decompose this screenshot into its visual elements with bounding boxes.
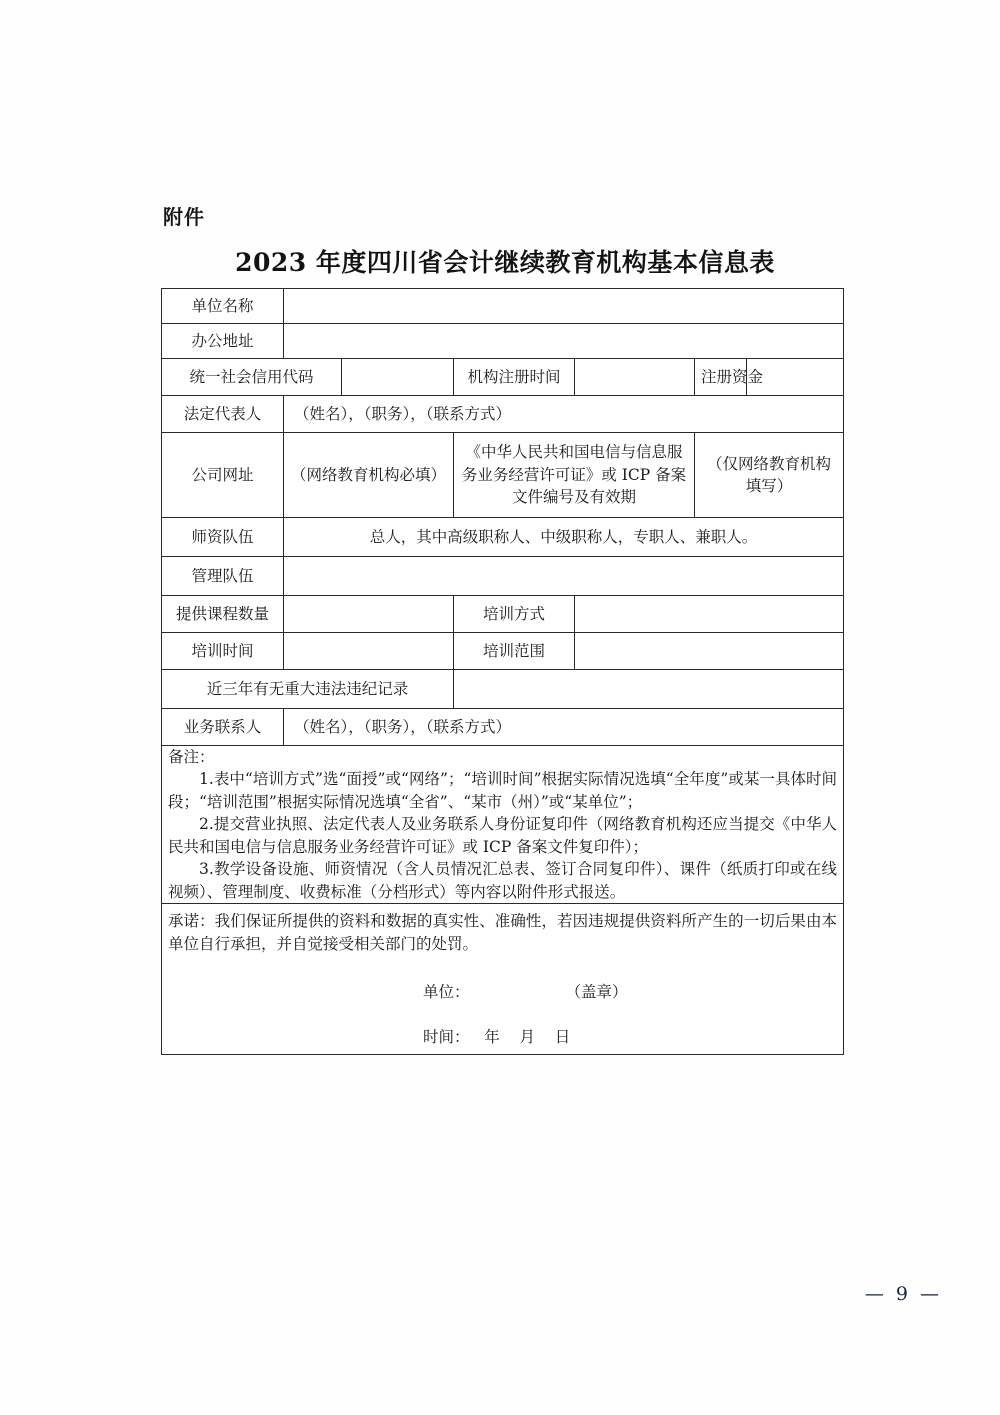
website-note[interactable]: （网络教育机构必填）	[284, 433, 454, 518]
violation-record-value[interactable]	[454, 670, 844, 709]
management-value[interactable]	[284, 557, 844, 596]
table-row	[162, 396, 844, 433]
course-count-value[interactable]	[284, 596, 454, 633]
training-time-label: 培训时间	[162, 633, 284, 670]
notes-heading: 备注：	[168, 748, 215, 766]
unit-name-value[interactable]	[284, 289, 844, 324]
table-row	[162, 289, 844, 324]
training-time-value[interactable]	[284, 633, 454, 670]
legal-rep-label: 法定代表人	[162, 396, 284, 433]
website-label: 公司网址	[162, 433, 284, 518]
register-time-label: 机构注册时间	[454, 359, 575, 396]
office-address-value[interactable]	[284, 324, 844, 359]
table-row	[162, 709, 844, 746]
unit-signature-label: 单位：	[423, 983, 470, 1002]
date-day-label[interactable]: 日	[554, 1027, 571, 1046]
seal-label: （盖章）	[565, 983, 628, 1002]
legal-rep-value[interactable]: （姓名），（职务），（联系方式）	[284, 396, 844, 433]
table-row	[162, 359, 844, 396]
office-address-label: 办公地址	[162, 324, 284, 359]
icp-license-label: 《中华人民共和国电信与信息服务业务经营许可证》或 ICP 备案文件编号及有效期	[454, 433, 695, 518]
notes-item-3: 3.教学设备设施、师资情况（含人员情况汇总表、签订合同复印件）、课件（纸质打印或在线视频）、管理制度、收费标准（分档形式）等内容以附件形式报送。	[168, 860, 838, 901]
pledge-text: 承诺：我们保证所提供的资料和数据的真实性、准确性，若因违规提供资料所产生的一切后果由本单位自行承担，并自觉接受相关部门的处罚。	[168, 912, 838, 953]
training-scope-label: 培训范围	[454, 633, 575, 670]
table-row	[162, 433, 844, 518]
notes-block	[162, 746, 844, 904]
table-row-notes	[162, 746, 844, 904]
training-mode-value[interactable]	[575, 596, 844, 633]
unit-name-label: 单位名称	[162, 289, 284, 324]
training-scope-value[interactable]	[575, 633, 844, 670]
credit-code-value[interactable]	[342, 359, 454, 396]
business-contact-label: 业务联系人	[162, 709, 284, 746]
icp-note[interactable]: （仅网络教育机构填写）	[695, 433, 844, 518]
notes-item-2: 2.提交营业执照、法定代表人及业务联系人身份证复印件（网络教育机构还应当提交《中华人民共和国电信与信息服务业务经营许可证》或 ICP 备案文件复印件）；	[168, 815, 838, 856]
table-row	[162, 324, 844, 359]
table-row	[162, 633, 844, 670]
faculty-value[interactable]: 总人，其中高级职称人、中级职称人，专职人、兼职人。	[284, 518, 844, 557]
page-number: — 9 —	[864, 1283, 942, 1305]
date-year-label[interactable]: 年	[484, 1027, 500, 1046]
date-label: 时间：	[423, 1027, 470, 1046]
training-mode-label: 培训方式	[454, 596, 575, 633]
page-title: 2023 年度四川省会计继续教育机构基本信息表	[235, 248, 775, 277]
register-time-value[interactable]	[575, 359, 695, 396]
pledge-block	[162, 904, 844, 1055]
table-row	[162, 670, 844, 709]
credit-code-label: 统一社会信用代码	[162, 359, 342, 396]
business-contact-value[interactable]: （姓名），（职务），（联系方式）	[284, 709, 844, 746]
table-row	[162, 518, 844, 557]
table-row-pledge	[162, 904, 844, 1055]
register-capital-label: 注册资金	[695, 359, 747, 396]
faculty-label: 师资队伍	[162, 518, 284, 557]
date-month-label[interactable]: 月	[519, 1027, 536, 1046]
violation-record-label: 近三年有无重大违法违纪记录	[162, 670, 454, 709]
management-label: 管理队伍	[162, 557, 284, 596]
date-signature-line	[168, 1026, 837, 1048]
attachment-label: 附件	[163, 205, 205, 229]
notes-item-1: 1.表中“培训方式”选“面授”或“网络”；“培训时间”根据实际情况选填“全年度”或某一具体时间段；“培训范围”根据实际情况选填“全省”、“某市（州）”或“某单位”；	[168, 770, 838, 811]
unit-signature-line	[168, 981, 837, 1003]
institution-info-table	[161, 288, 844, 1055]
table-row	[162, 596, 844, 633]
table-row	[162, 557, 844, 596]
course-count-label: 提供课程数量	[162, 596, 284, 633]
